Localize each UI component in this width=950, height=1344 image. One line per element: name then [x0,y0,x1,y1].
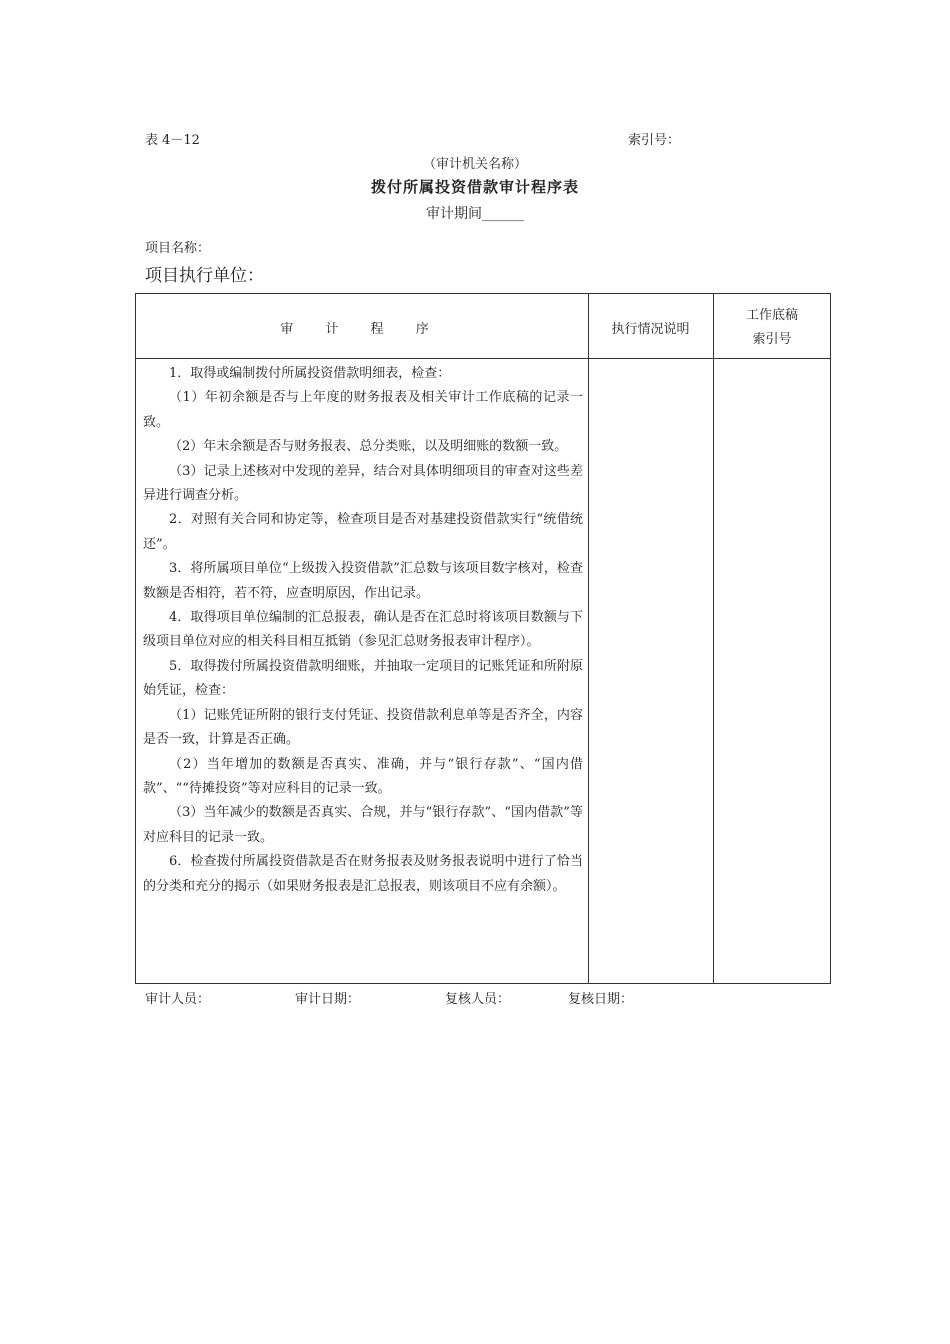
procedure-item: 6．检查拨付所属投资借款是否在财务报表及财务报表说明中进行了恰当的分类和充分的揭示（如果财务报表是汇总报表，则该项目不应有余额）。 [143,854,583,894]
procedure-item: （1）记账凭证所附的银行支付凭证、投资借款利息单等是否齐全，内容是否一致，计算是否正确。 [143,707,583,748]
procedure-item: 1．取得或编制拨付所属投资借款明细表，检查： [169,366,451,381]
procedure-item: （2）年末余额是否与财务报表、总分类账，以及明细账的数额一致。 [169,439,568,455]
table-number: 表 4－12 [145,133,200,148]
table-border-top [135,293,831,294]
column-header-workpaper-line1: 工作底稿 [745,308,798,323]
table-border-bottom [135,983,831,984]
review-date-label: 复核日期： [568,992,634,1007]
table-border-right [830,293,831,984]
column-divider-2 [713,293,714,984]
table-border-left [135,293,136,984]
header-divider [135,358,831,359]
column-header-execution: 执行情况说明 [611,322,690,337]
procedure-list [143,362,583,899]
column-header-procedure: 审 计 程 序 [280,322,443,337]
audit-date-label: 审计日期： [295,992,361,1007]
procedure-item: （2）当年增加的数额是否真实、准确，并与“银行存款”、“国内借款”、““待摊投资”等对应科目的记录一致。 [143,756,583,796]
procedure-item: 2．对照有关合同和协定等，检查项目是否对基建投资借款实行“统借统还”。 [143,512,583,552]
auditor-label: 审计人员： [145,992,211,1007]
index-number-label: 索引号： [628,133,681,148]
procedure-item: （3）当年减少的数额是否真实、合规，并与“银行存款”、“国内借款”等对应科目的记录一致。 [143,805,583,845]
project-exec-unit-label: 项目执行单位： [145,266,264,286]
audit-organization: （审计机关名称） [422,157,527,172]
procedure-item: （1）年初余额是否与上年度的财务报表及相关审计工作底稿的记录一致。 [143,390,583,430]
column-header-workpaper-line2: 索引号 [752,332,792,347]
page-title: 拨付所属投资借款审计程序表 [370,178,579,196]
project-name-label: 项目名称： [145,241,211,256]
column-header-workpaper-ref [713,304,831,352]
column-divider-1 [588,293,589,984]
procedure-item: 5．取得拨付所属投资借款明细账，并抽取一定项目的记账凭证和所附原始凭证，检查： [143,658,583,699]
audit-period: 审计期间______ [426,206,524,222]
procedure-item: 4．取得项目单位编制的汇总报表，确认是否在汇总时将该项目数额与下级项目单位对应的相关科目相互抵销（参见汇总财务报表审计程序）。 [143,610,583,650]
procedure-item: （3）记录上述核对中发现的差异，结合对具体明细项目的审查对这些差异进行调查分析。 [143,463,583,504]
reviewer-label: 复核人员： [445,992,511,1007]
procedure-item: 3．将所属项目单位“上级拨入投资借款”汇总数与该项目数字核对，检查数额是否相符，若不符，应查明原因，作出记录。 [143,561,583,601]
